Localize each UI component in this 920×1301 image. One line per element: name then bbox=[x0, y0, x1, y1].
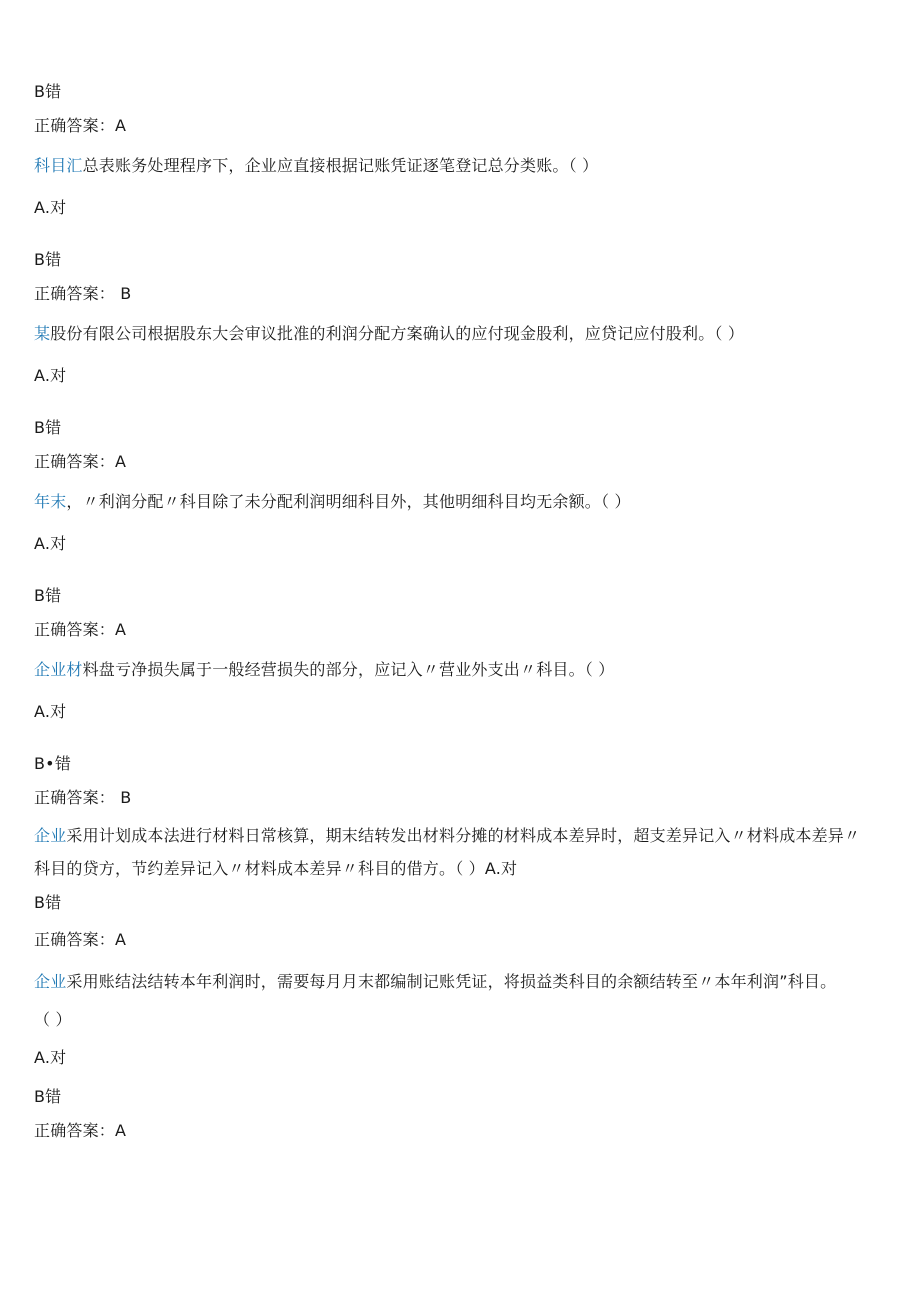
answer-line: 正确答案：A bbox=[34, 930, 127, 949]
option-b: B错 bbox=[34, 250, 62, 269]
question-text bbox=[34, 324, 744, 344]
question-rest: 采用计划成本法进行材料日常核算，期末结转发出材料分摊的材料成本差异时，超支差异记入〃材料成本差异〃 bbox=[66, 826, 861, 845]
answer-line: 正确答案：A bbox=[34, 620, 127, 639]
question-text bbox=[34, 660, 615, 680]
question-text-line2: 科目的贷方，节约差异记入〃材料成本差异〃科目的借方。（ ）A.对 bbox=[34, 859, 518, 878]
option-a: A.对 bbox=[34, 366, 67, 385]
option-b: B错 bbox=[34, 82, 62, 101]
answer-line: 正确答案： B bbox=[34, 284, 132, 303]
question-lead: 科目汇 bbox=[34, 156, 83, 175]
question-text bbox=[34, 492, 631, 512]
option-a: A.对 bbox=[34, 702, 67, 721]
option-b: B错 bbox=[34, 1087, 62, 1106]
option-a: A.对 bbox=[34, 198, 67, 217]
option-b: B错 bbox=[34, 418, 62, 437]
question-lead: 企业 bbox=[34, 826, 67, 845]
question-lead: 企业材 bbox=[34, 660, 83, 679]
question-rest: 料盘亏净损失属于一般经营损失的部分，应记入〃营业外支出〃科目。（ ） bbox=[82, 660, 615, 679]
option-b: B错 bbox=[34, 586, 62, 605]
answer-line: 正确答案：A bbox=[34, 452, 127, 471]
question-lead: 年末 bbox=[34, 492, 67, 511]
option-b: B错 bbox=[34, 893, 62, 912]
question-text bbox=[34, 826, 860, 846]
answer-line: 正确答案： B bbox=[34, 788, 132, 807]
question-lead: 企业 bbox=[34, 972, 67, 991]
question-lead: 某 bbox=[34, 324, 51, 343]
question-text bbox=[34, 156, 598, 176]
option-b: B•错 bbox=[34, 754, 72, 773]
answer-line: 正确答案：A bbox=[34, 1121, 127, 1140]
option-a: A.对 bbox=[34, 1048, 67, 1067]
option-a: A.对 bbox=[34, 534, 67, 553]
question-rest: 采用账结法结转本年利润时，需要每月月末都编制记账凭证，将损益类科目的余额结转至〃本年利润”科目。 bbox=[66, 972, 837, 991]
question-text-line2: （ ） bbox=[34, 1010, 72, 1029]
question-rest: ，〃利润分配〃科目除了未分配利润明细科目外，其他明细科目均无余额。（ ） bbox=[66, 492, 631, 511]
question-rest: 总表账务处理程序下，企业应直接根据记账凭证逐笔登记总分类账。（ ） bbox=[82, 156, 599, 175]
question-rest: 股份有限公司根据股东大会审议批准的利润分配方案确认的应付现金股利，应贷记应付股利。（ ） bbox=[50, 324, 745, 343]
question-text bbox=[34, 972, 836, 992]
answer-line: 正确答案：A bbox=[34, 116, 127, 135]
